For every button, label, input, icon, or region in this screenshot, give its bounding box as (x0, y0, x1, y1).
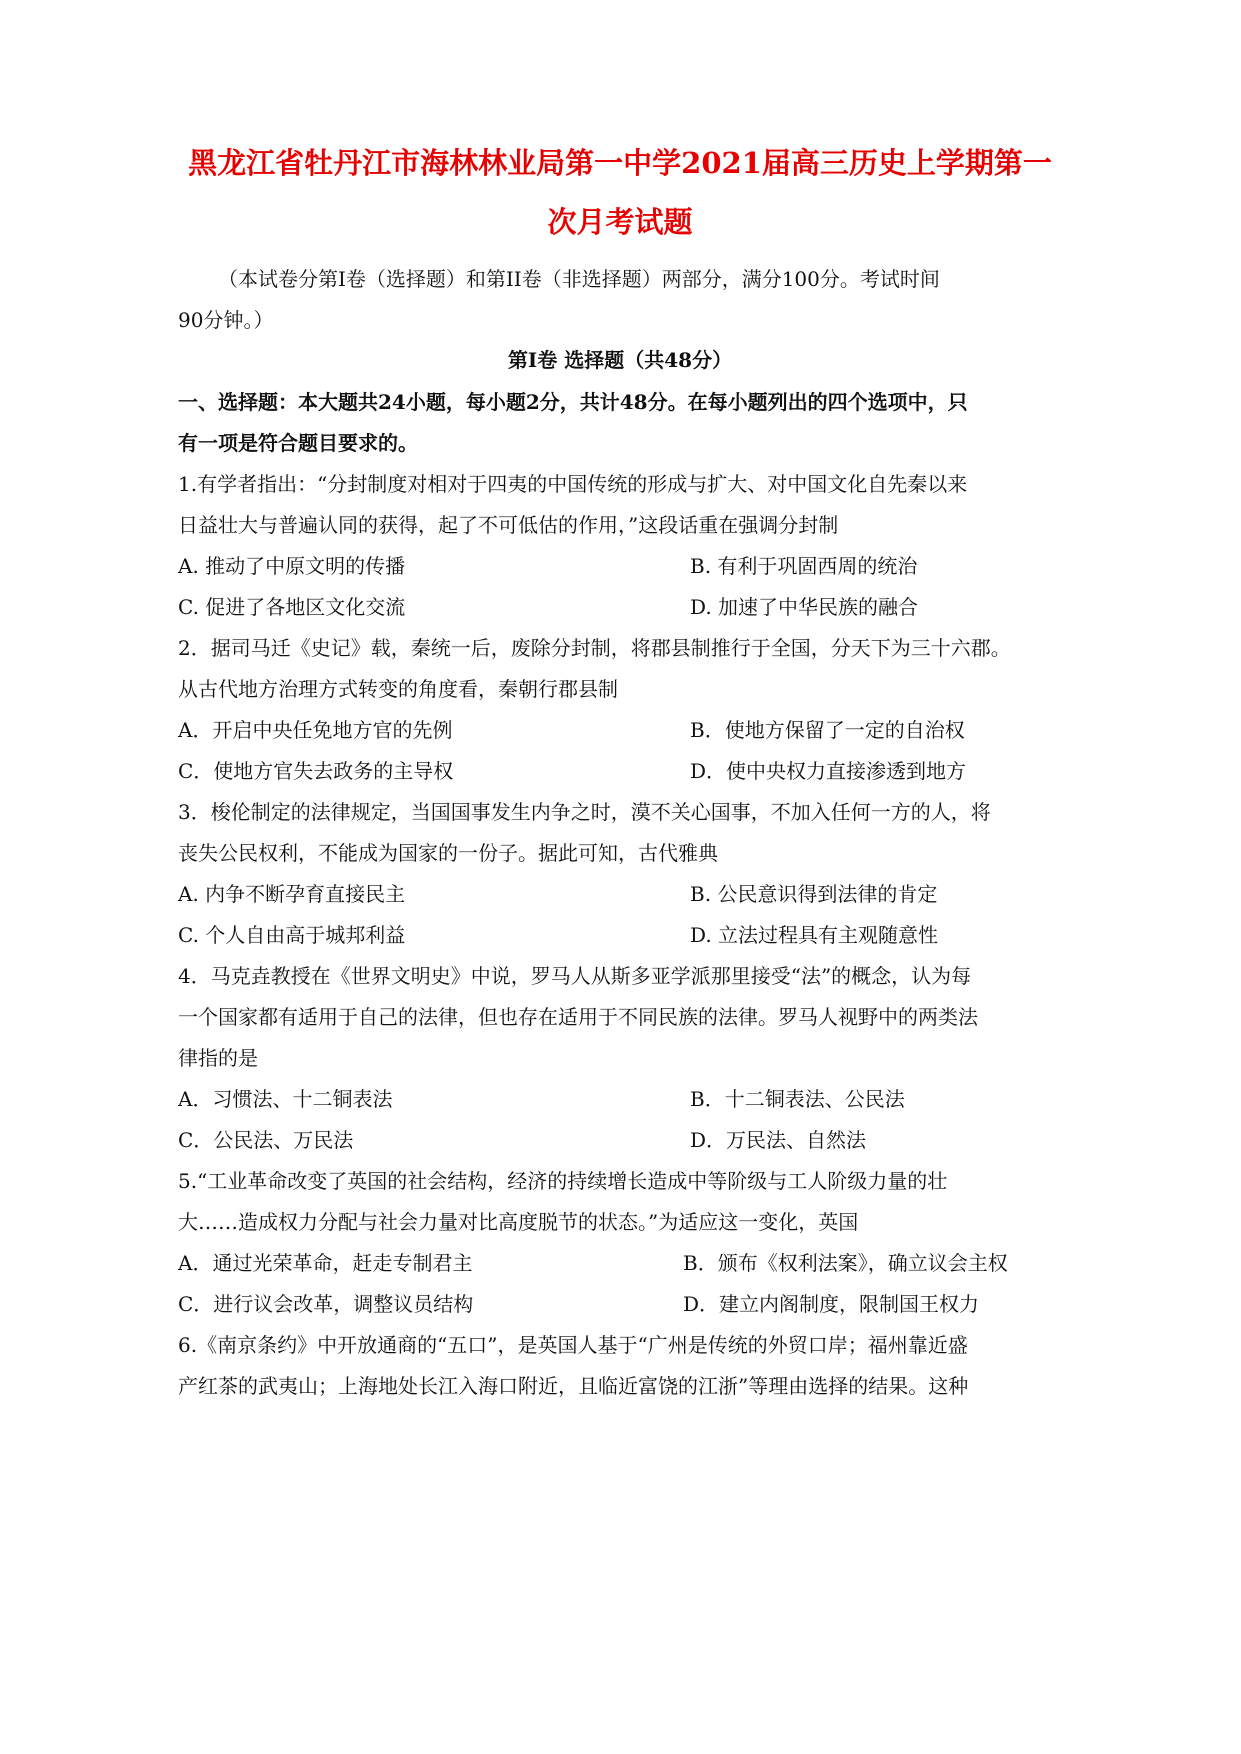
question-5-option-d: D．建立内阁制度，限制国王权力 (683, 1292, 980, 1316)
instruction-line-2: 有一项是符合题目要求的。 (178, 431, 418, 455)
question-1-option-b: B. 有利于巩固西周的统治 (690, 554, 918, 578)
question-5-line-1: 5.“工业革命改变了英国的社会结构，经济的持续增长造成中等阶级与工人阶级力量的壮 (178, 1169, 948, 1193)
question-3-option-a: A. 内争不断孕育直接民主 (178, 882, 406, 906)
section-heading: 第Ⅰ卷 选择题（共48分） (507, 348, 733, 372)
question-1-option-d: D. 加速了中华民族的融合 (690, 595, 919, 619)
question-2-line-2: 从古代地方治理方式转变的角度看，秦朝行郡县制 (178, 677, 618, 701)
question-2-option-d: D．使中央权力直接渗透到地方 (690, 759, 967, 783)
question-4-option-d: D．万民法、自然法 (690, 1128, 867, 1152)
question-4-line-2: 一个国家都有适用于自己的法律，但也存在适用于不同民族的法律。罗马人视野中的两类法 (178, 1005, 978, 1029)
question-2-option-a: A．开启中央任免地方官的先例 (178, 718, 453, 742)
question-5-option-b: B．颁布《权利法案》，确立议会主权 (683, 1251, 1008, 1275)
question-4-option-a: A．习惯法、十二铜表法 (178, 1087, 393, 1111)
question-1-line-1: 1.有学者指出：“分封制度对相对于四夷的中国传统的形成与扩大、对中国文化自先秦以来 (178, 472, 968, 496)
question-6-line-2: 产红茶的武夷山；上海地处长江入海口附近，且临近富饶的江浙”等理由选择的结果。这种 (178, 1374, 969, 1398)
question-3-option-d: D. 立法过程具有主观随意性 (690, 923, 939, 947)
question-4-option-b: B．十二铜表法、公民法 (690, 1087, 905, 1111)
question-4-line-3: 律指的是 (178, 1046, 258, 1070)
question-5-option-a: A．通过光荣革命，赶走专制君主 (178, 1251, 473, 1275)
question-2-line-1: 2．据司马迁《史记》载，秦统一后，废除分封制，将郡县制推行于全国，分天下为三十六郡。 (178, 636, 1011, 660)
question-5-option-c: C．进行议会改革，调整议员结构 (178, 1292, 474, 1316)
question-5-line-2: 大……造成权力分配与社会力量对比高度脱节的状态。”为适应这一变化，英国 (178, 1210, 859, 1234)
document-title-line-1: 黑龙江省牡丹江市海林林业局第一中学2021届高三历史上学期第一 (188, 146, 1052, 180)
question-1-line-2: 日益壮大与普遍认同的获得，起了不可低估的作用，”这段话重在强调分封制 (178, 513, 839, 537)
intro-line-2: 90分钟。） (178, 308, 274, 332)
question-1-option-c: C. 促进了各地区文化交流 (178, 595, 406, 619)
document-title-line-2: 次月考试题 (547, 205, 693, 239)
question-3-option-b: B. 公民意识得到法律的肯定 (690, 882, 938, 906)
question-4-option-c: C．公民法、万民法 (178, 1128, 354, 1152)
question-4-line-1: 4．马克垚教授在《世界文明史》中说，罗马人从斯多亚学派那里接受“法”的概念，认为每 (178, 964, 972, 988)
question-6-line-1: 6.《南京条约》中开放通商的“五口”，是英国人基于“广州是传统的外贸口岸；福州靠近盛 (178, 1333, 968, 1357)
question-2-option-b: B．使地方保留了一定的自治权 (690, 718, 965, 742)
question-1-option-a: A. 推动了中原文明的传播 (178, 554, 406, 578)
question-2-option-c: C．使地方官失去政务的主导权 (178, 759, 454, 783)
question-3-line-1: 3．梭伦制定的法律规定，当国国事发生内争之时，漠不关心国事，不加入任何一方的人，将 (178, 800, 991, 824)
question-3-option-c: C. 个人自由高于城邦利益 (178, 923, 406, 947)
instruction-line-1: 一、选择题：本大题共24小题，每小题2分，共计48分。在每小题列出的四个选项中，只 (178, 390, 968, 414)
question-3-line-2: 丧失公民权利，不能成为国家的一份子。据此可知，古代雅典 (178, 841, 718, 865)
intro-line-1: （本试卷分第Ⅰ卷（选择题）和第II卷（非选择题）两部分，满分100分。考试时间 (218, 267, 940, 291)
